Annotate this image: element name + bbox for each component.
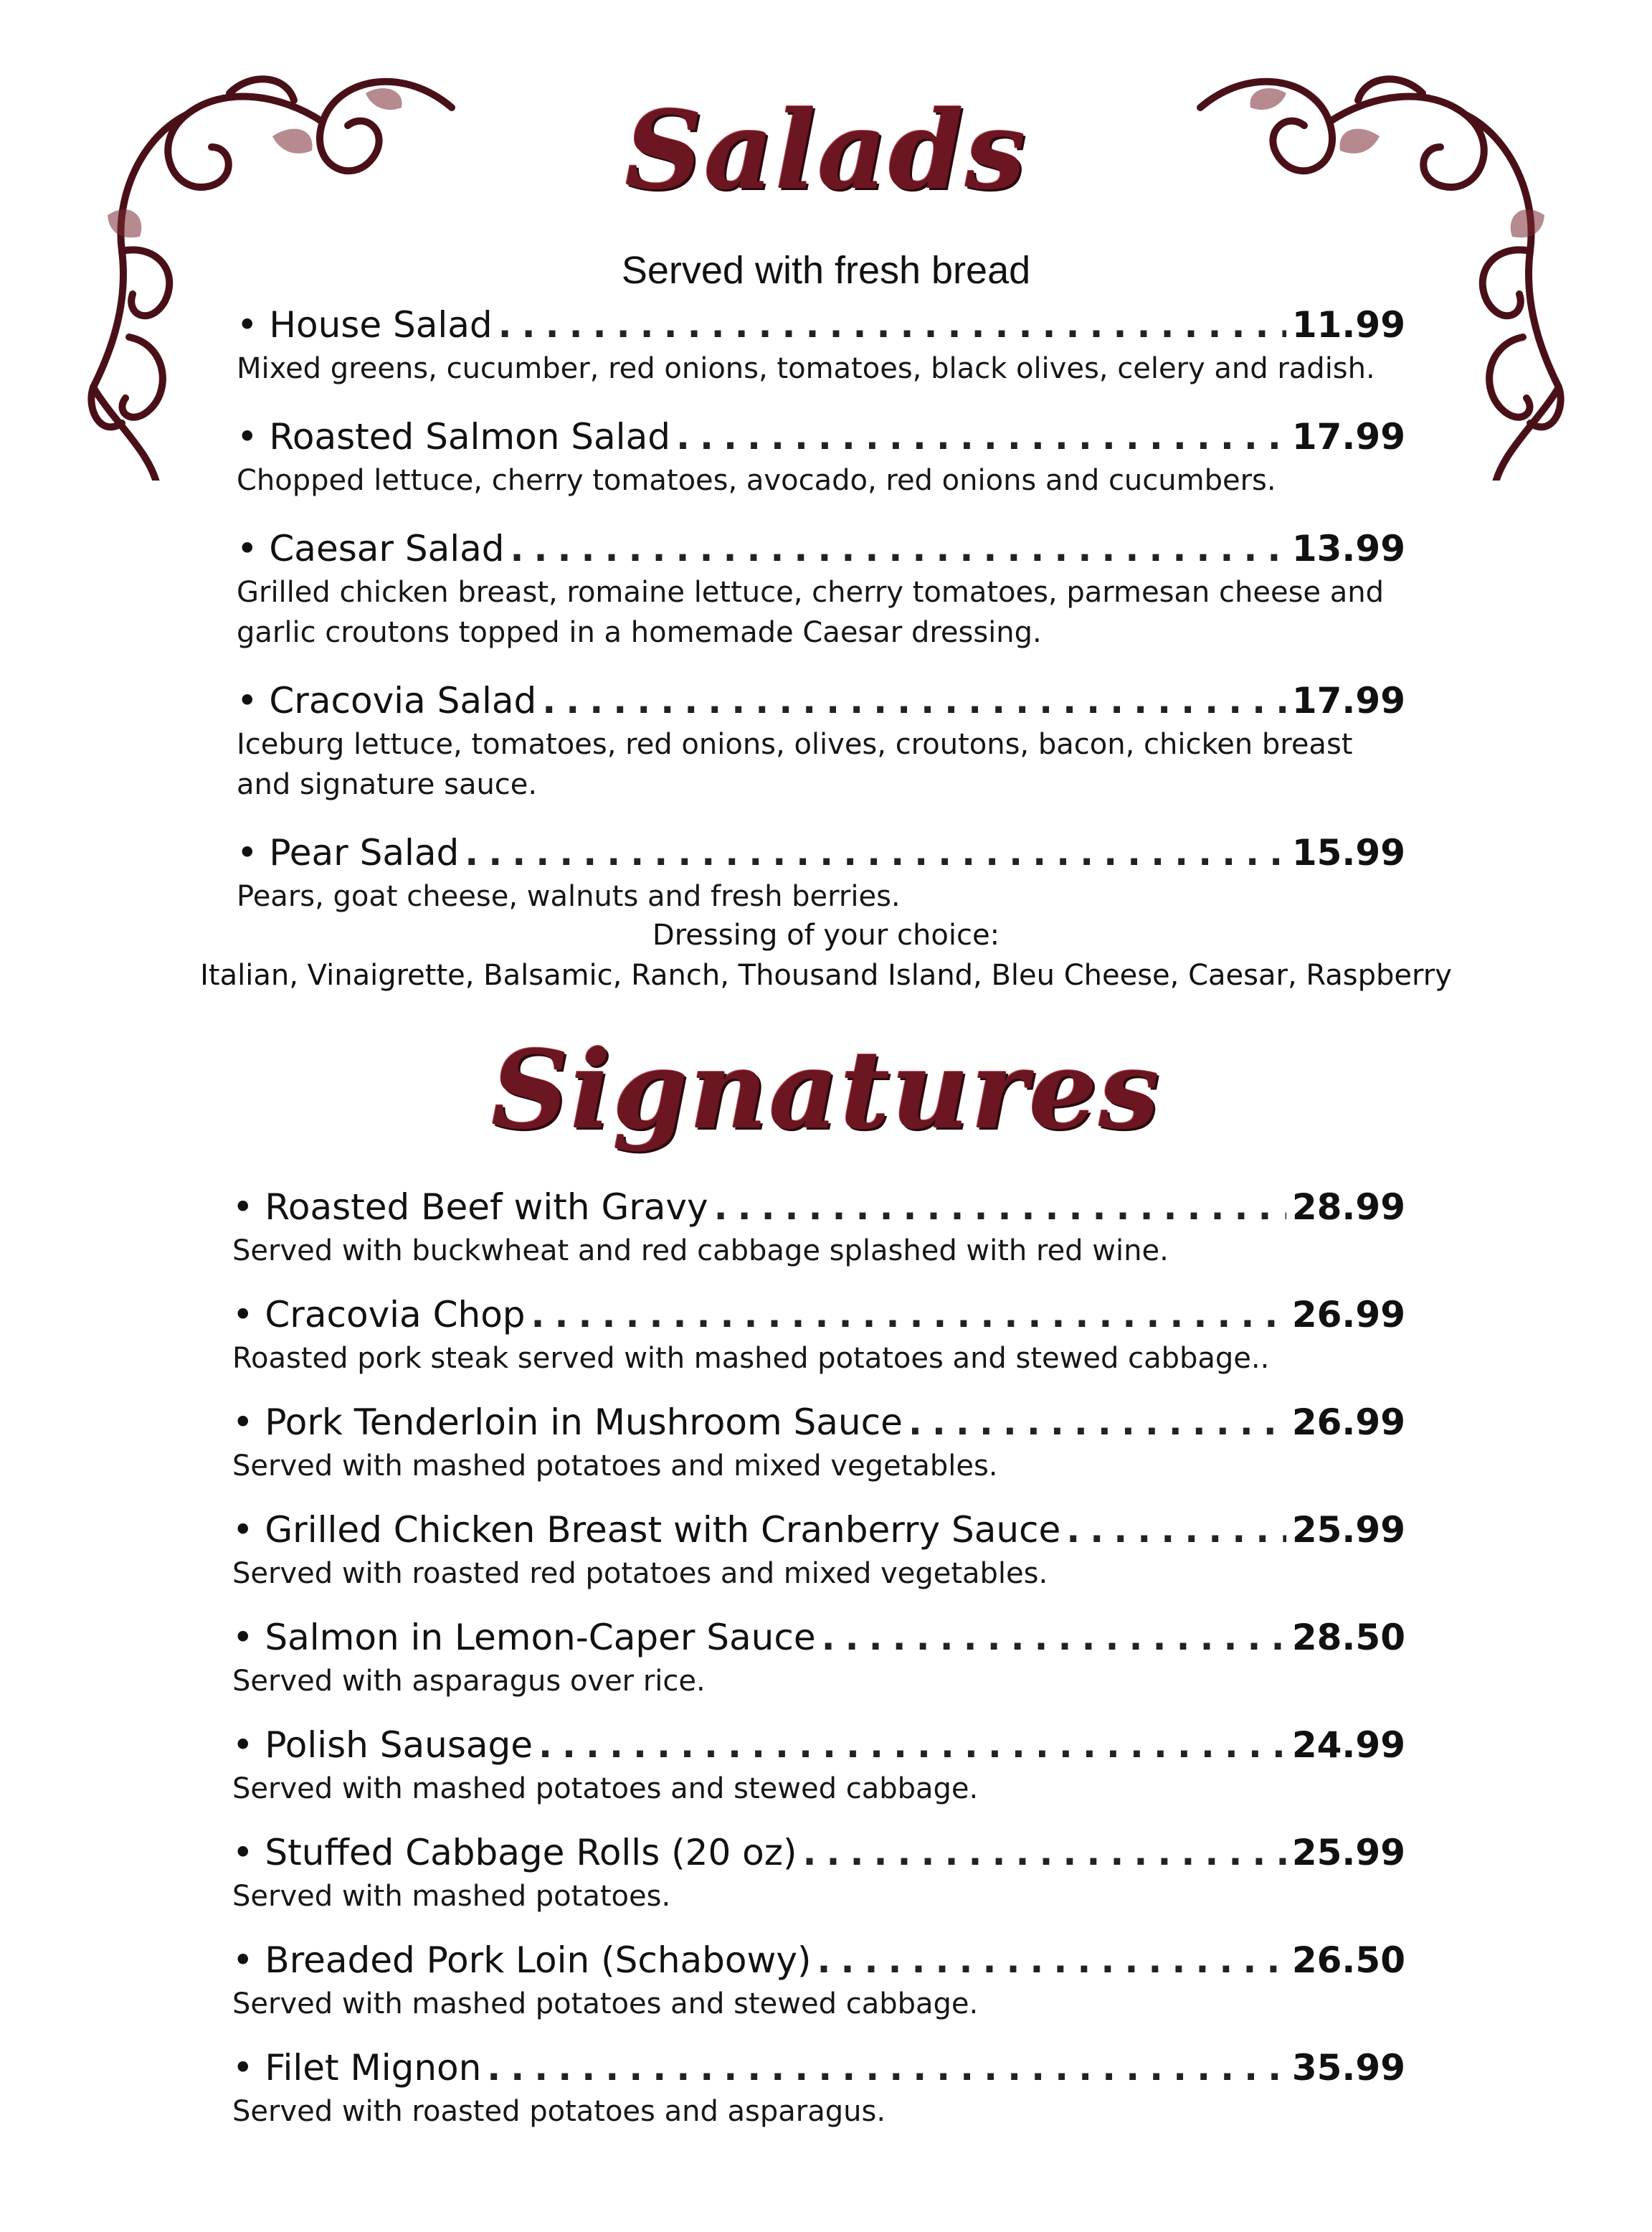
menu-item-name: • Roasted Beef with Gravy: [232, 1186, 708, 1228]
menu-item-name: • Cracovia Chop: [232, 1294, 526, 1335]
menu-item-name: • House Salad: [237, 304, 493, 346]
menu-item-line: [232, 1183, 1405, 1231]
menu-item: [237, 301, 1405, 389]
dot-leader: [538, 1721, 1286, 1769]
menu-item-line: [232, 1506, 1405, 1554]
menu-item-price: 13.99: [1291, 528, 1405, 569]
menu-item-name: • Roasted Salmon Salad: [237, 416, 670, 458]
menu-item-name: • Pork Tenderloin in Mushroom Sauce: [232, 1401, 903, 1443]
salads-list: [237, 301, 1405, 941]
menu-item-line: [232, 2044, 1405, 2091]
menu-item: [237, 829, 1405, 917]
menu-item: [237, 677, 1405, 805]
menu-item-line: [232, 1829, 1405, 1876]
menu-item-line: [232, 1291, 1405, 1338]
menu-item-description: Served with mashed potatoes and mixed vegetables.: [232, 1450, 998, 1483]
menu-item-description: Roasted pork steak served with mashed potatoes and stewed cabbage..: [232, 1342, 1270, 1375]
signatures-heading: Signatures: [491, 1027, 1161, 1153]
menu-item-price: 24.99: [1291, 1724, 1405, 1766]
dot-leader: [465, 829, 1286, 876]
menu-item-name: • Pear Salad: [237, 832, 460, 874]
menu-item-price: 25.99: [1291, 1832, 1405, 1873]
menu-item-description: Served with mashed potatoes and stewed cabbage.: [232, 1987, 979, 2020]
menu-item-description: Served with buckwheat and red cabbage splashed with red wine.: [232, 1234, 1169, 1267]
menu-item-line: [232, 1721, 1405, 1769]
menu-item-price: 28.50: [1291, 1617, 1405, 1658]
menu-item-price: 26.99: [1291, 1401, 1405, 1443]
menu-item-line: [237, 301, 1405, 349]
dot-leader: [542, 677, 1286, 724]
menu-item-name: • Breaded Pork Loin (Schabowy): [232, 1939, 812, 1981]
dot-leader: [1066, 1506, 1286, 1554]
menu-item-description: Served with roasted red potatoes and mixed vegetables.: [232, 1557, 1048, 1590]
menu-item-price: 28.99: [1291, 1186, 1405, 1228]
salads-heading: Salads: [625, 88, 1027, 214]
dressing-label: Dressing of your choice:: [652, 919, 1000, 952]
menu-item: [232, 1183, 1405, 1271]
menu-item-line: [237, 829, 1405, 876]
dressing-options: Italian, Vinaigrette, Balsamic, Ranch, Thousand Island, Bleu Cheese, Caesar, Raspberry: [200, 959, 1452, 992]
menu-item-price: 17.99: [1291, 416, 1405, 458]
menu-item-price: 26.99: [1291, 1294, 1405, 1335]
menu-item-description: Grilled chicken breast, romaine lettuce, cherry tomatoes, parmesan cheese and garlic croutons topped in a homemade Caesar dressing.: [237, 576, 1384, 649]
menu-item-line: [232, 1937, 1405, 1984]
menu-item-line: [237, 677, 1405, 724]
menu-item-price: 25.99: [1291, 1509, 1405, 1551]
menu-item-line: [237, 413, 1405, 460]
menu-item: [232, 1506, 1405, 1594]
menu-item-line: [237, 525, 1405, 572]
dot-leader: [498, 301, 1286, 349]
dot-leader: [511, 525, 1286, 572]
menu-item-price: 11.99: [1291, 304, 1405, 346]
menu-item: [232, 1937, 1405, 2024]
menu-item-price: 15.99: [1291, 832, 1405, 874]
menu-item: [232, 2044, 1405, 2132]
menu-item: [237, 413, 1405, 501]
menu-item-name: • Cracovia Salad: [237, 680, 537, 722]
menu-item: [232, 1291, 1405, 1379]
dot-leader: [803, 1829, 1286, 1876]
menu-item: [232, 1614, 1405, 1701]
menu-item: [232, 1721, 1405, 1809]
menu-item-name: • Filet Mignon: [232, 2047, 482, 2089]
dot-leader: [817, 1937, 1286, 1984]
menu-item-description: Served with roasted potatoes and asparagus.: [232, 2095, 886, 2128]
menu-item-description: Chopped lettuce, cherry tomatoes, avocado, red onions and cucumbers.: [237, 464, 1276, 497]
salads-subtitle: Served with fresh bread: [621, 249, 1031, 292]
menu-item-line: [232, 1614, 1405, 1661]
dot-leader: [714, 1183, 1286, 1231]
dot-leader: [822, 1614, 1286, 1661]
menu-item-name: • Caesar Salad: [237, 528, 505, 569]
menu-item-description: Iceburg lettuce, tomatoes, red onions, olives, croutons, bacon, chicken breast and signature sauce.: [237, 728, 1353, 801]
menu-item-description: Served with mashed potatoes.: [232, 1880, 671, 1913]
menu-item-name: • Polish Sausage: [232, 1724, 533, 1766]
menu-item-description: Served with asparagus over rice.: [232, 1665, 706, 1698]
menu-item-price: 26.50: [1291, 1939, 1405, 1981]
menu-item-line: [232, 1399, 1405, 1446]
menu-item-name: • Salmon in Lemon-Caper Sauce: [232, 1617, 816, 1658]
menu-item-name: • Grilled Chicken Breast with Cranberry Sauce: [232, 1509, 1061, 1551]
dot-leader: [676, 413, 1286, 460]
dot-leader: [908, 1399, 1286, 1446]
menu-item-price: 35.99: [1291, 2047, 1405, 2089]
menu-item: [232, 1829, 1405, 1916]
dot-leader: [531, 1291, 1286, 1338]
dot-leader: [487, 2044, 1286, 2091]
menu-item: [232, 1399, 1405, 1486]
menu-item-description: Served with mashed potatoes and stewed cabbage.: [232, 1772, 979, 1805]
menu-item-name: • Stuffed Cabbage Rolls (20 oz): [232, 1832, 797, 1873]
signatures-list: [232, 1183, 1405, 2152]
menu-item-description: Mixed greens, cucumber, red onions, tomatoes, black olives, celery and radish.: [237, 352, 1375, 385]
menu-item-price: 17.99: [1291, 680, 1405, 722]
menu-item-description: Pears, goat cheese, walnuts and fresh berries.: [237, 880, 901, 913]
menu-item: [237, 525, 1405, 653]
